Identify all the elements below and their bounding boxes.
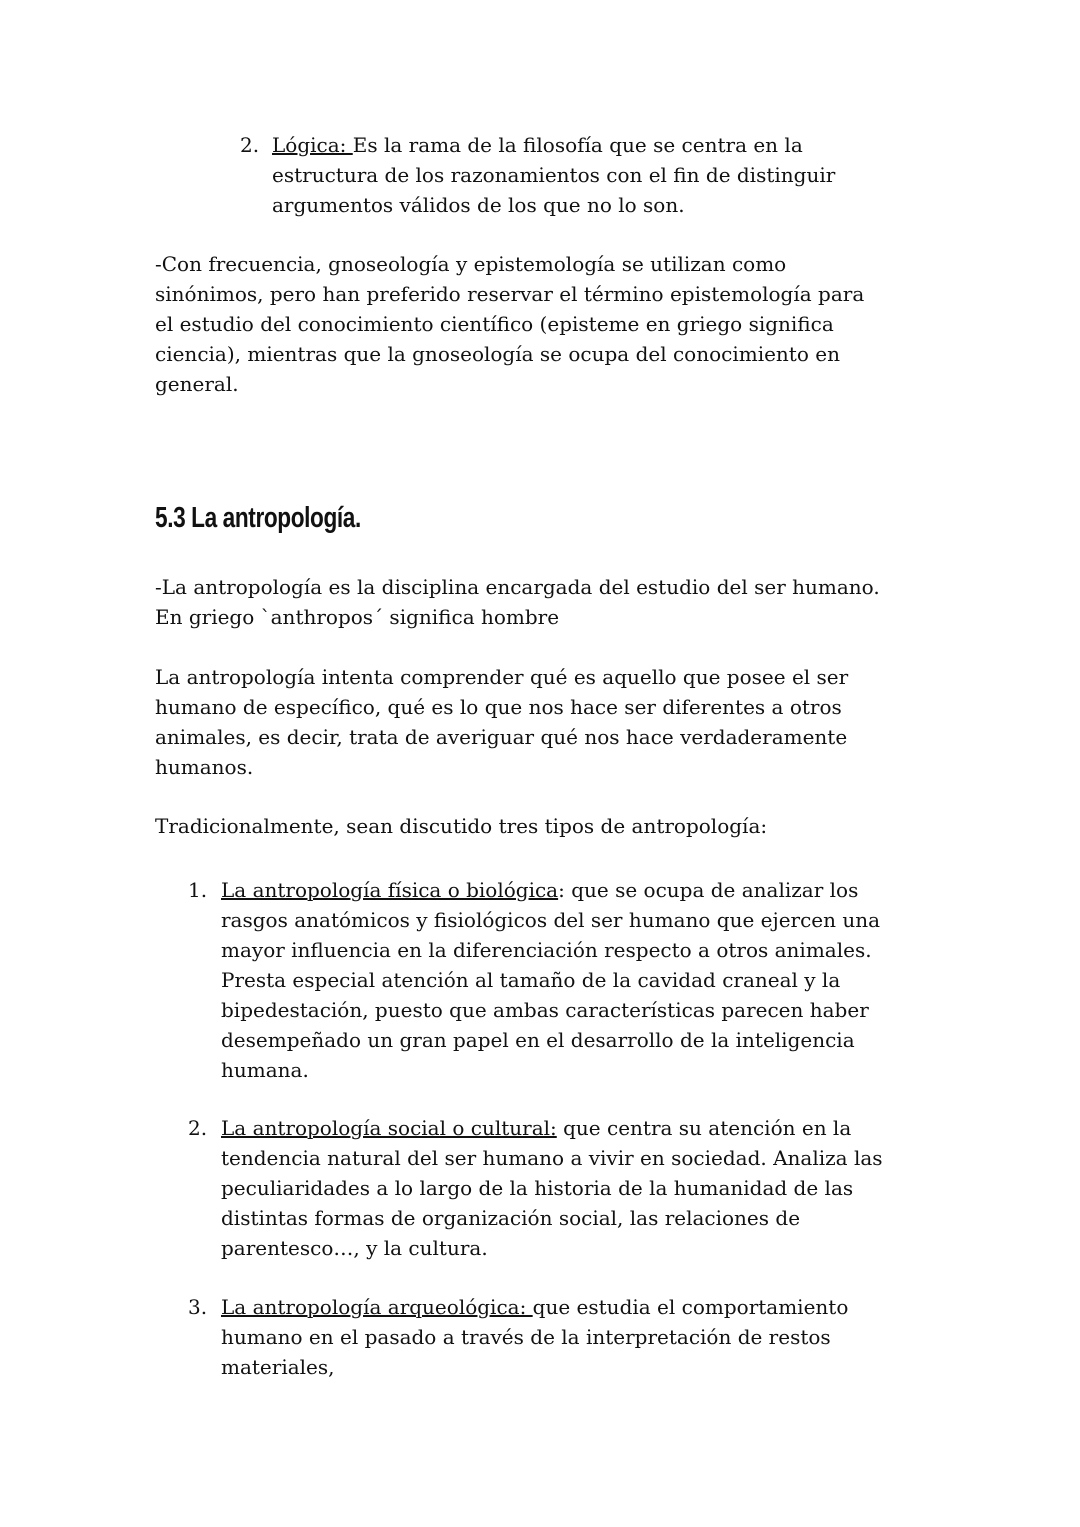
text: ciencia), mientras que la gnoseología se ocupa del conocimiento en	[155, 342, 840, 366]
term: La antropología arqueológica:	[221, 1295, 533, 1319]
term: La antropología física o biológica	[221, 878, 559, 902]
text: Tradicionalmente, sean discutido tres tipos de antropología:	[155, 814, 768, 838]
text: humana.	[221, 1058, 309, 1082]
paragraph-tipos	[155, 811, 767, 841]
list-number: 2.	[188, 1116, 208, 1140]
section-heading: 5.3 La antropología.	[155, 502, 361, 534]
list-item-antropologia-3	[188, 1292, 849, 1382]
text: desempeñado un gran papel en el desarrollo de la inteligencia	[221, 1028, 855, 1052]
list-number: 3.	[188, 1295, 208, 1319]
text: que centra su atención en la	[556, 1116, 852, 1140]
text: sinónimos, pero han preferido reservar el término epistemología para	[155, 282, 865, 306]
term: La antropología social o cultural:	[221, 1116, 557, 1140]
text: mayor influencia en la diferenciación respecto a otros animales.	[221, 938, 872, 962]
text: humanos.	[155, 755, 254, 779]
list-number: 2.	[240, 133, 260, 157]
text: rasgos anatómicos y fisiológicos del ser humano que ejercen una	[221, 908, 881, 932]
text: En griego `anthropos´ significa hombre	[155, 605, 560, 629]
list-item-logica	[240, 130, 836, 220]
text: : que se ocupa de analizar los	[558, 878, 859, 902]
paragraph-gnoseologia	[155, 249, 864, 399]
text: que estudia el comportamiento	[532, 1295, 849, 1319]
text: peculiaridades a lo largo de la historia de la humanidad de las	[221, 1176, 854, 1200]
text: general.	[155, 372, 239, 396]
paragraph-intro	[155, 572, 880, 632]
text: La antropología intenta comprender qué es aquello que posee el ser	[155, 665, 849, 689]
term: Lógica:	[272, 133, 353, 157]
text: -La antropología es la disciplina encargada del estudio del ser humano.	[155, 575, 880, 599]
list-number: 1.	[188, 878, 208, 902]
text: humano en el pasado a través de la interpretación de restos	[221, 1325, 831, 1349]
list-item-antropologia-2	[188, 1113, 883, 1263]
text: el estudio del conocimiento científico (episteme en griego significa	[155, 312, 834, 336]
text: -Con frecuencia, gnoseología y epistemología se utilizan como	[155, 252, 787, 276]
text: humano de específico, qué es lo que nos hace ser diferentes a otros	[155, 695, 842, 719]
text: Es la rama de la filosofía que se centra en la	[352, 133, 803, 157]
text: materiales,	[221, 1355, 335, 1379]
text: tendencia natural del ser humano a vivir en sociedad. Analiza las	[221, 1146, 883, 1170]
text: distintas formas de organización social, las relaciones de	[221, 1206, 801, 1230]
text: parentesco…, y la cultura.	[221, 1236, 488, 1260]
text: estructura de los razonamientos con el fin de distinguir	[272, 163, 836, 187]
text: bipedestación, puesto que ambas características parecen haber	[221, 998, 869, 1022]
paragraph-comprender	[155, 662, 848, 782]
text: argumentos válidos de los que no lo son.	[272, 193, 685, 217]
list-item-antropologia-1	[188, 875, 881, 1085]
text: animales, es decir, trata de averiguar qué nos hace verdaderamente	[155, 725, 848, 749]
text: Presta especial atención al tamaño de la cavidad craneal y la	[221, 968, 841, 992]
